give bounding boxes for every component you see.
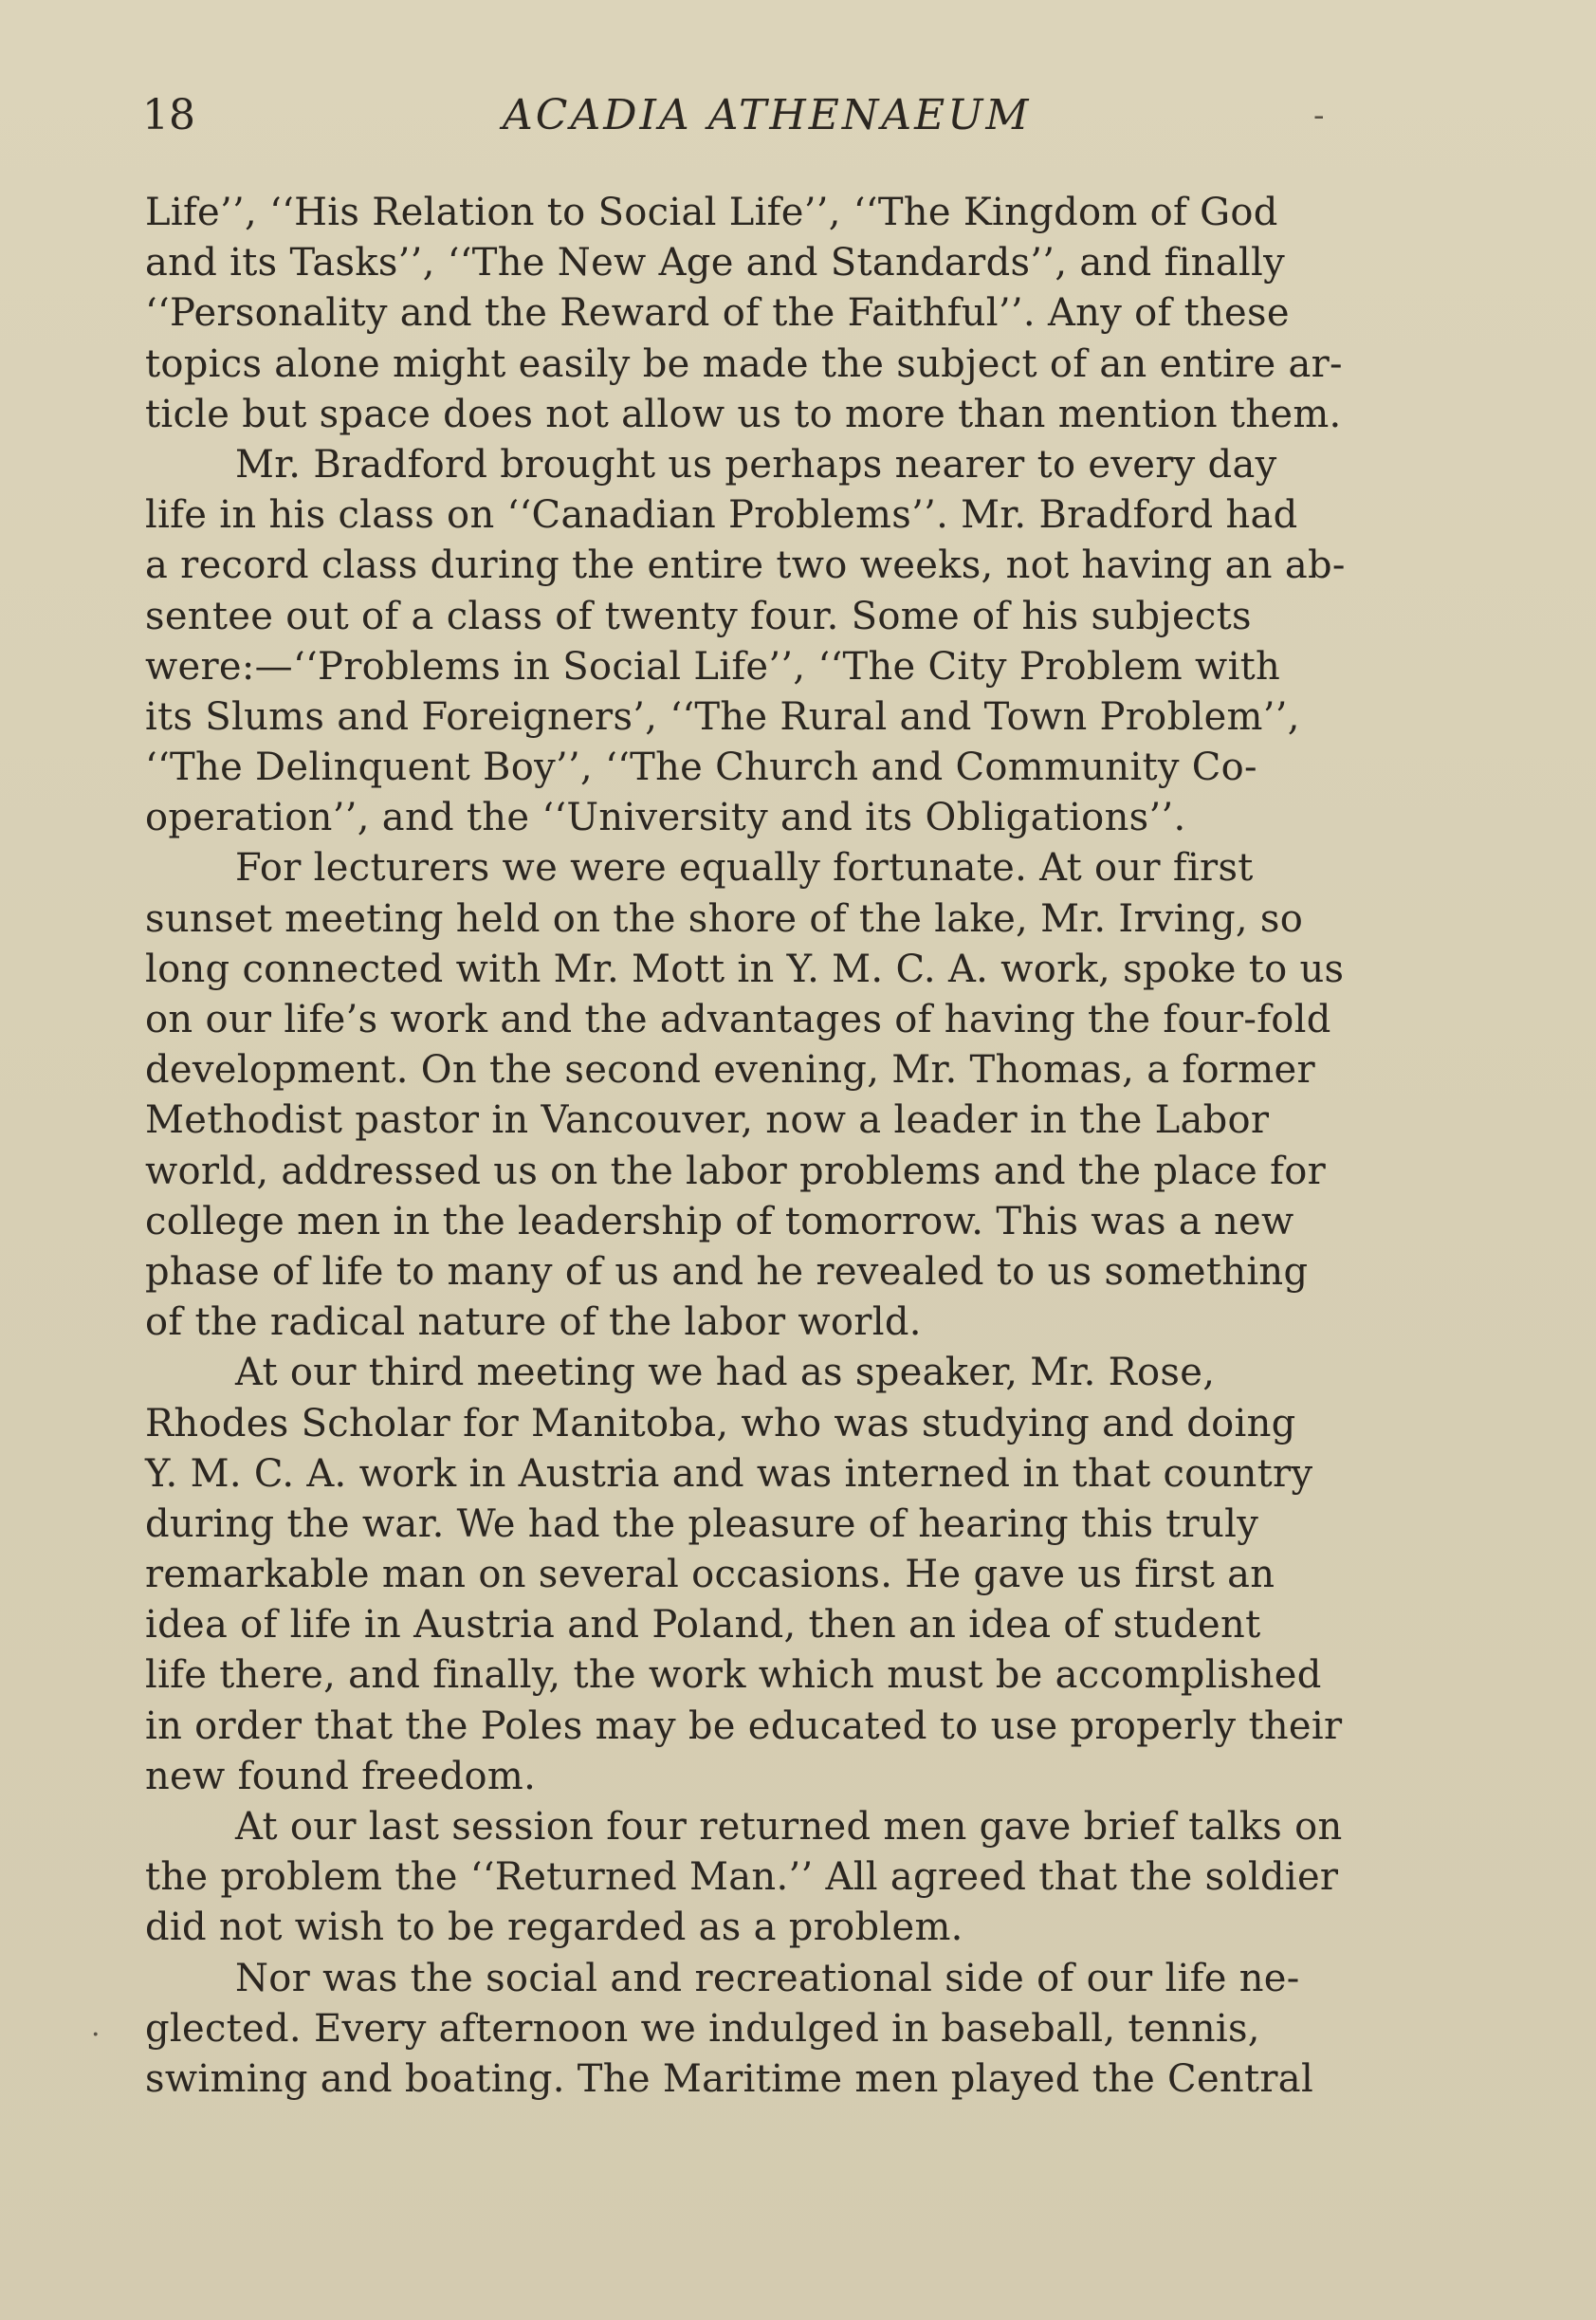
text-line: Mr. Bradford brought us perhaps nearer to every day xyxy=(235,442,1277,487)
text-line: ‘‘The Delinquent Boy’’, ‘‘The Church and Community Co- xyxy=(145,746,1257,790)
text-line: long connected with Mr. Mott in Y. M. C. A. work, spoke to us xyxy=(145,947,1345,991)
text-line: glected. Every afternoon we indulged in baseball, tennis, xyxy=(145,2006,1260,2051)
text-line: swiming and boating. The Maritime men played the Central xyxy=(145,2056,1314,2101)
page-number: 18 xyxy=(142,91,195,139)
text-line: Methodist pastor in Vancouver, now a leader in the Labor xyxy=(145,1098,1270,1143)
text-line: the problem the ‘‘Returned Man.’’ All agreed that the soldier xyxy=(145,1855,1339,1900)
text-line: world, addressed us on the labor problems and the place for xyxy=(145,1149,1327,1193)
text-line: did not wish to be regarded as a problem. xyxy=(145,1906,963,1950)
text-line: sentee out of a class of twenty four. Some of his subjects xyxy=(145,594,1252,638)
text-line: remarkable man on several occasions. He gave us first an xyxy=(145,1553,1275,1597)
text-line: were:—‘‘Problems in Social Life’’, ‘‘The City Problem with xyxy=(145,644,1281,689)
header-mark: - xyxy=(1313,97,1325,135)
text-line: life there, and finally, the work which must be accomplished xyxy=(145,1653,1322,1698)
text-line: topics alone might easily be made the subject of an entire ar- xyxy=(145,341,1343,386)
text-line: new found freedom. xyxy=(145,1754,537,1798)
text-line: Y. M. C. A. work in Austria and was interned in that country xyxy=(145,1451,1313,1496)
text-line: At our last session four returned men gave brief talks on xyxy=(235,1805,1343,1849)
text-line: on our life’s work and the advantages of having the four-fold xyxy=(145,998,1331,1041)
text-line: Rhodes Scholar for Manitoba, who was studying and doing xyxy=(145,1401,1296,1445)
text-line: operation’’, and the ‘‘University and its Obligations’’. xyxy=(145,796,1186,840)
text-line: Nor was the social and recreational side of our life ne- xyxy=(235,1956,1300,2000)
text-line: For lecturers we were equally fortunate. At our first xyxy=(235,846,1254,891)
body-text xyxy=(145,188,1416,2105)
text-line: phase of life to many of us and he revealed to us something xyxy=(145,1249,1309,1294)
text-line: ‘‘Personality and the Reward of the Faithful’’. Any of these xyxy=(145,291,1290,336)
text-line: a record class during the entire two weeks, not having an ab- xyxy=(145,543,1346,588)
margin-dot: · xyxy=(91,2018,101,2052)
text-line: development. On the second evening, Mr. Thomas, a former xyxy=(145,1048,1315,1093)
text-line: At our third meeting we had as speaker, Mr. Rose, xyxy=(235,1351,1216,1395)
text-line: and its Tasks’’, ‘‘The New Age and Standards’’, and finally xyxy=(145,241,1285,285)
text-line: college men in the leadership of tomorrow. This was a new xyxy=(145,1199,1294,1243)
text-line: life in his class on ‘‘Canadian Problems’’. Mr. Bradford had xyxy=(145,493,1298,538)
text-line: of the radical nature of the labor world. xyxy=(145,1300,922,1345)
page-header xyxy=(142,87,1413,154)
text-line: during the war. We had the pleasure of hearing this truly xyxy=(145,1501,1259,1546)
text-line: idea of life in Austria and Poland, then an idea of student xyxy=(145,1603,1261,1648)
text-line: ticle but space does not allow us to more than mention them. xyxy=(145,392,1342,436)
text-line: sunset meeting held on the shore of the lake, Mr. Irving, so xyxy=(145,896,1304,941)
text-line: Life’’, ‘‘His Relation to Social Life’’, ‘‘The Kingdom of God xyxy=(145,191,1278,234)
text-line: in order that the Poles may be educated to use properly their xyxy=(145,1703,1343,1748)
text-line: its Slums and Foreigners’, ‘‘The Rural and Town Problem’’, xyxy=(145,694,1300,739)
running-title: ACADIA ATHENAEUM xyxy=(503,91,1032,139)
